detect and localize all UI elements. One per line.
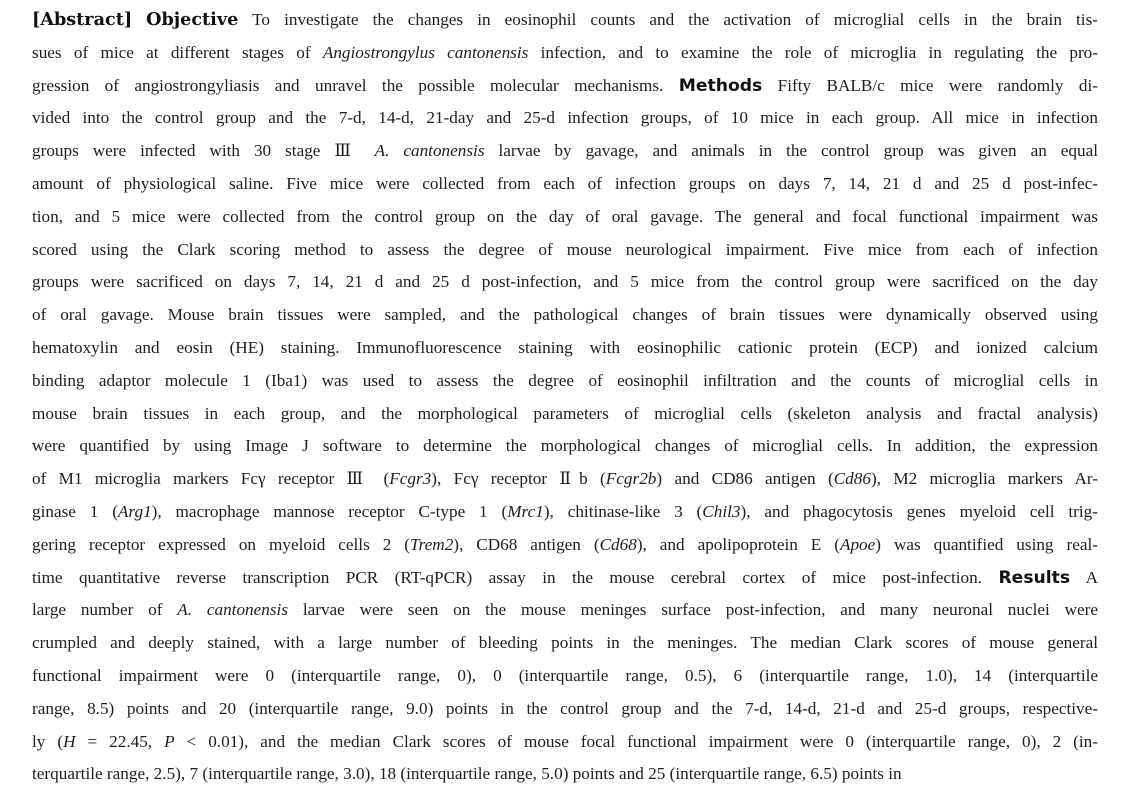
text-run: ) was quantified using real- — [875, 534, 1098, 554]
text-line — [32, 496, 1098, 529]
text-run: larvae by gavage, and animals in the control group was given an equal — [484, 141, 1098, 161]
text-run: amount of physiological saline. Five mice were collected from each of infection groups on days 7, 14, 21 d and 25 d post-infec- — [32, 173, 1098, 193]
text-run: ), CD68 antigen ( — [453, 534, 600, 554]
text-line — [32, 4, 1098, 37]
text-line — [32, 463, 1098, 496]
text-line — [32, 168, 1098, 201]
italic-term: H — [63, 731, 76, 751]
text-run: ), and phagocytosis genes myeloid cell trig- — [740, 501, 1098, 521]
text-run: ), and apolipoprotein E ( — [636, 534, 840, 554]
text-line — [32, 70, 1098, 103]
text-run: ), M2 microglia markers Ar- — [870, 469, 1099, 489]
text-line — [32, 37, 1098, 70]
text-run: larvae were seen on the mouse meninges surface post-infection, and many neuronal nuclei were — [288, 600, 1098, 620]
text-run: crumpled and deeply stained, with a large number of bleeding points in the meninges. The median Clark scores of mouse general — [32, 633, 1098, 653]
text-run: < 0.01), and the median Clark scores of mouse focal functional impairment were 0 (interquartile range, 0), 2 (in- — [174, 731, 1098, 751]
text-run: large number of — [32, 600, 178, 620]
text-run: mouse brain tissues in each group, and the morphological parameters of microglial cells (skeleton analysis and fractal analysis) — [32, 403, 1098, 423]
text-run: ly ( — [32, 731, 64, 751]
italic-term: Mrc1 — [507, 501, 544, 521]
text-run: sues of mice at different stages of — [32, 42, 323, 62]
text-run: infection, and to examine the role of microglia in regulating the pro- — [528, 42, 1098, 62]
text-line — [32, 135, 1098, 168]
section-label: Objective — [146, 9, 239, 30]
italic-term: Angiostrongylus cantonensis — [322, 42, 529, 62]
text-line — [32, 398, 1098, 431]
italic-term: P — [164, 731, 175, 751]
text-line — [32, 660, 1098, 693]
text-run: = 22.45, — [75, 731, 165, 751]
text-line — [32, 102, 1098, 135]
text-run: ), chitinase-like 3 ( — [543, 501, 703, 521]
text-line — [32, 266, 1098, 299]
text-run: were quantified by using Image J software to determine the morphological changes of microglial cells. In addition, the expression — [32, 436, 1098, 456]
abstract-body — [32, 4, 1098, 791]
text-line — [32, 693, 1098, 726]
text-run: groups were infected with 30 stage Ⅲ — [32, 141, 375, 161]
italic-term: A. cantonensis — [177, 600, 289, 620]
italic-term: Fcgr2b — [605, 469, 657, 489]
italic-term: Arg1 — [117, 501, 152, 521]
text-run: scored using the Clark scoring method to assess the degree of mouse neurological impairment. Five mice from each of infection — [32, 239, 1098, 259]
text-line — [32, 299, 1098, 332]
text-line — [32, 758, 1098, 791]
text-run: tion, and 5 mice were collected from the control group on the day of oral gavage. The general and focal functional impairment was — [32, 206, 1098, 226]
italic-term: Apoe — [839, 534, 876, 554]
text-run: Fifty BALB/c mice were randomly di- — [762, 75, 1098, 95]
text-run: groups were sacrificed on days 7, 14, 21 d and 25 d post-infection, and 5 mice from the control group were sacrificed on the day — [32, 272, 1098, 292]
text-line — [32, 594, 1098, 627]
section-label: Methods — [678, 75, 763, 96]
italic-term: Chil3 — [702, 501, 741, 521]
text-run: To investigate the changes in eosinophil counts and the activation of microglial cells in the brain tis- — [238, 10, 1098, 29]
italic-term: Cd68 — [599, 534, 637, 554]
italic-term: Cd86 — [833, 469, 871, 489]
text-run: ) and CD86 antigen ( — [656, 469, 834, 489]
text-line — [32, 430, 1098, 463]
text-line — [32, 332, 1098, 365]
text-run: time quantitative reverse transcription PCR (RT-qPCR) assay in the mouse cerebral cortex of mice post-infection. — [32, 567, 999, 587]
section-label: Results — [998, 567, 1071, 588]
text-run: of M1 microglia markers Fcγ receptor Ⅲ ( — [32, 469, 390, 489]
text-line — [32, 726, 1098, 759]
text-run: gression of angiostrongyliasis and unravel the possible molecular mechanisms. — [32, 75, 679, 95]
text-line — [32, 562, 1098, 595]
text-line — [32, 234, 1098, 267]
italic-term: Trem2 — [410, 534, 454, 554]
text-run: ), macrophage mannose receptor C-type 1 ( — [151, 501, 508, 521]
section-label: [Abstract] — [32, 9, 133, 30]
text-run: range, 8.5) points and 20 (interquartile range, 9.0) points in the control group and the 7-d, 14-d, 21-d and 25-d groups, respective- — [32, 698, 1098, 718]
text-run: hematoxylin and eosin (HE) staining. Immunofluorescence staining with eosinophilic cationic protein (ECP) and ionized calcium — [32, 337, 1098, 357]
text-line — [32, 627, 1098, 660]
text-run: gering receptor expressed on myeloid cells 2 ( — [32, 534, 410, 554]
text-run: ), Fcγ receptor Ⅱb ( — [431, 469, 606, 489]
text-line — [32, 365, 1098, 398]
text-run: A — [1070, 567, 1099, 587]
text-line — [32, 201, 1098, 234]
text-run: binding adaptor molecule 1 (Iba1) was used to assess the degree of eosinophil infiltration and the counts of microglial cells in — [32, 370, 1098, 390]
italic-term: Fcgr3 — [389, 469, 432, 489]
text-run: ginase 1 ( — [32, 501, 118, 521]
text-run: terquartile range, 2.5), 7 (interquartile range, 3.0), 18 (interquartile range, 5.0) points and 25 (interquartile range, 6.5) points in — [32, 764, 902, 784]
italic-term: A. cantonensis — [374, 141, 485, 161]
text-run: of oral gavage. Mouse brain tissues were sampled, and the pathological changes of brain tissues were dynamically observed using — [32, 305, 1098, 325]
text-run: vided into the control group and the 7-d, 14-d, 21-day and 25-d infection groups, of 10 mice in each group. All mice in infection — [32, 108, 1098, 128]
text-run: functional impairment were 0 (interquartile range, 0), 0 (interquartile range, 0.5), 6 (interquartile range, 1.0), 14 (interquartile — [32, 665, 1098, 685]
text-line — [32, 529, 1098, 562]
